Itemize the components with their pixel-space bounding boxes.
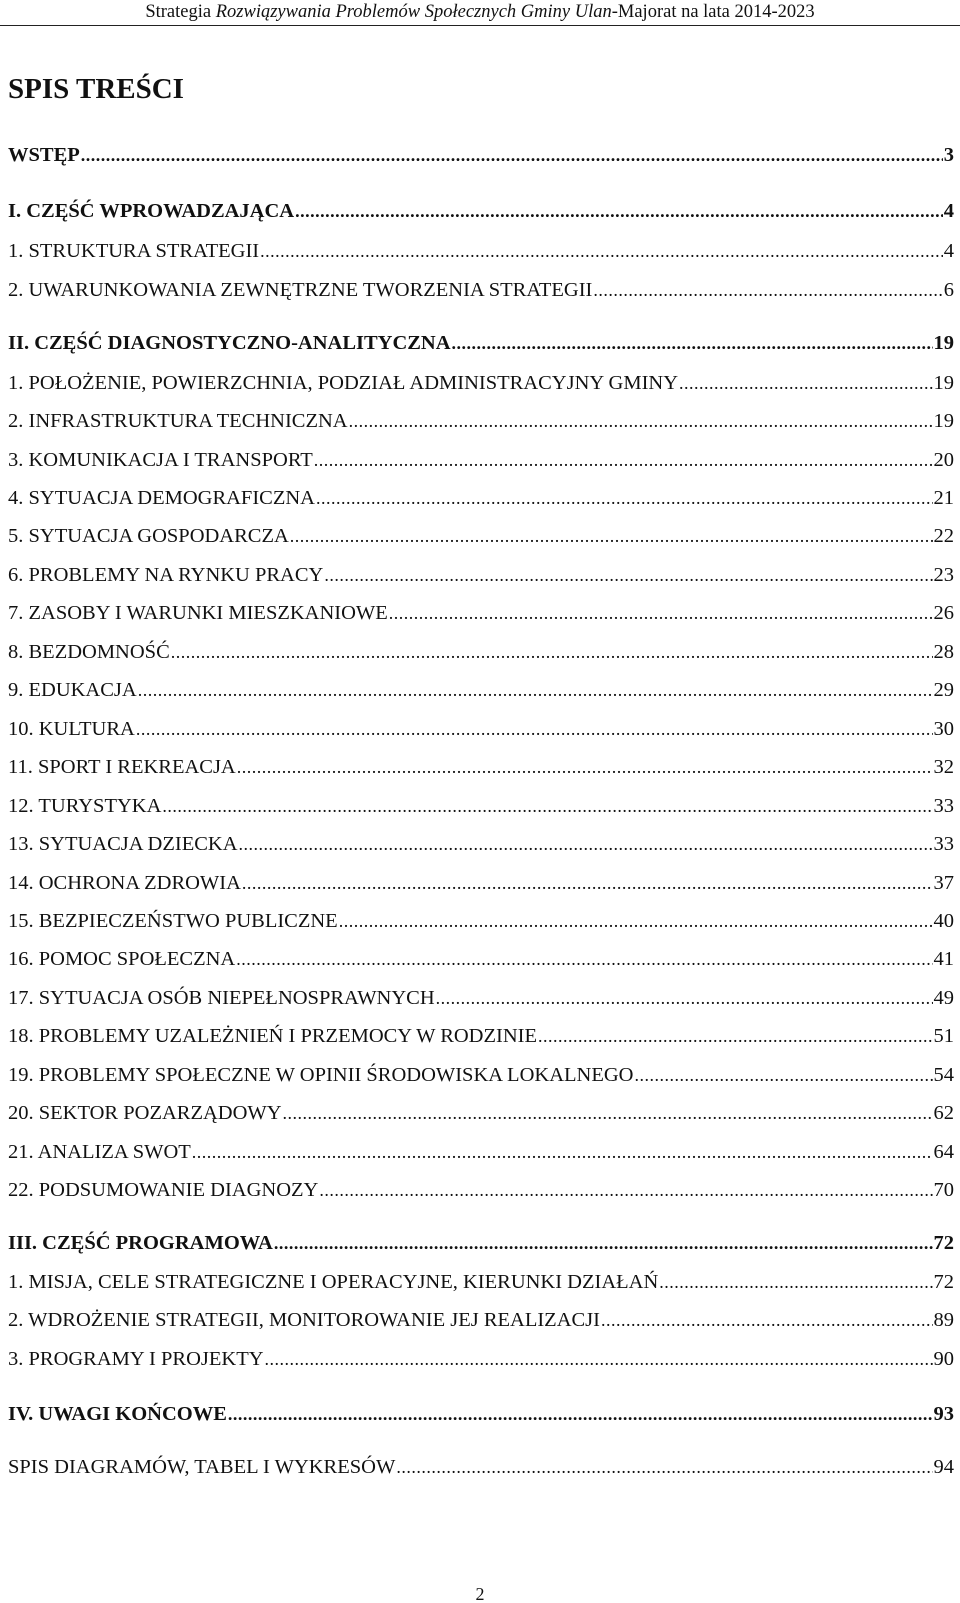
toc-entry[interactable] bbox=[8, 275, 954, 307]
toc-entry-title: 2. INFRASTRUKTURA TECHNICZNA bbox=[8, 410, 348, 432]
toc-leader-dots bbox=[283, 1098, 933, 1128]
header-prefix: Strategia bbox=[145, 2, 216, 22]
toc-entry-page: 64 bbox=[933, 1141, 954, 1163]
toc-leader-dots bbox=[295, 196, 943, 226]
toc-entry-page: 23 bbox=[933, 564, 954, 586]
toc-entry-title: 11. SPORT I REKREACJA bbox=[8, 756, 236, 778]
toc-entry[interactable] bbox=[8, 406, 954, 438]
toc-entry-title: 1. STRUKTURA STRATEGII bbox=[8, 240, 260, 262]
toc-entry-title: 1. POŁOŻENIE, POWIERZCHNIA, PODZIAŁ ADMINISTRACYJNY GMINY bbox=[8, 372, 679, 394]
toc-entry-title: 16. POMOC SPOŁECZNA bbox=[8, 948, 236, 970]
toc-leader-dots bbox=[228, 1399, 933, 1429]
toc-entry-title: I. CZĘŚĆ WPROWADZAJĄCA bbox=[8, 200, 295, 222]
toc-leader-dots bbox=[138, 675, 933, 705]
toc-entry[interactable] bbox=[8, 1267, 954, 1299]
toc-leader-dots bbox=[593, 275, 942, 305]
toc-entry-title: 8. BEZDOMNOŚĆ bbox=[8, 641, 170, 663]
toc-entry-page: 4 bbox=[943, 200, 954, 222]
toc-entry-title: 19. PROBLEMY SPOŁECZNE W OPINII ŚRODOWISKA LOKALNEGO bbox=[8, 1064, 634, 1086]
toc-entry-page: 3 bbox=[943, 144, 954, 166]
toc-leader-dots bbox=[538, 1021, 933, 1051]
toc-entry-page: 33 bbox=[933, 795, 954, 817]
toc-entry-page: 72 bbox=[933, 1271, 954, 1293]
running-header bbox=[0, 0, 960, 26]
toc-leader-dots bbox=[265, 1344, 933, 1374]
toc-entry-title: 5. SYTUACJA GOSPODARCZA bbox=[8, 525, 289, 547]
toc-entry[interactable] bbox=[8, 868, 954, 900]
toc-entry-page: 51 bbox=[933, 1025, 954, 1047]
toc-entry-page: 62 bbox=[933, 1102, 954, 1124]
page-number: 2 bbox=[475, 1584, 485, 1603]
toc-entry-page: 41 bbox=[933, 948, 954, 970]
toc-entry-title: 2. WDROŻENIE STRATEGII, MONITOROWANIE JEJ REALIZACJI bbox=[8, 1309, 600, 1331]
toc-entry[interactable] bbox=[8, 196, 954, 228]
toc-entry[interactable] bbox=[8, 829, 954, 861]
toc-leader-dots bbox=[274, 1228, 933, 1258]
toc-entry-page: 93 bbox=[933, 1403, 954, 1425]
toc-entry-page: 20 bbox=[933, 449, 954, 471]
toc-leader-dots bbox=[81, 140, 943, 170]
toc-entry[interactable] bbox=[8, 1098, 954, 1130]
toc-leader-dots bbox=[324, 560, 932, 590]
toc-entry-title: 12. TURYSTYKA bbox=[8, 795, 162, 817]
toc-entry-page: 49 bbox=[933, 987, 954, 1009]
toc-entry-title: 21. ANALIZA SWOT bbox=[8, 1141, 191, 1163]
toc-leader-dots bbox=[136, 714, 933, 744]
header-italic: Rozwiązywania Problemów Społecznych Gminy Ulan bbox=[215, 2, 612, 22]
toc-entry[interactable] bbox=[8, 560, 954, 592]
toc-entry-title: WSTĘP bbox=[8, 144, 80, 166]
toc-entry[interactable] bbox=[8, 1137, 954, 1169]
toc-entry-title: 6. PROBLEMY NA RYNKU PRACY bbox=[8, 564, 324, 586]
toc-entry[interactable] bbox=[8, 483, 954, 515]
toc-leader-dots bbox=[242, 868, 933, 898]
toc-entry-title: 15. BEZPIECZEŃSTWO PUBLICZNE bbox=[8, 910, 338, 932]
toc-entry[interactable] bbox=[8, 236, 954, 268]
toc-leader-dots bbox=[389, 598, 933, 628]
toc-entry-page: 19 bbox=[933, 410, 954, 432]
toc-leader-dots bbox=[659, 1267, 932, 1297]
toc-leader-dots bbox=[601, 1305, 933, 1335]
toc-entry-page: 32 bbox=[933, 756, 954, 778]
toc-entry-title: 18. PROBLEMY UZALEŻNIEŃ I PRZEMOCY W RODZINIE bbox=[8, 1025, 537, 1047]
toc-leader-dots bbox=[162, 791, 932, 821]
toc-entry[interactable] bbox=[8, 752, 954, 784]
toc-entry[interactable] bbox=[8, 944, 954, 976]
header-suffix: -Majorat na lata 2014-2023 bbox=[611, 2, 815, 22]
toc-entry-title: III. CZĘŚĆ PROGRAMOWA bbox=[8, 1232, 273, 1254]
toc-entry-page: 19 bbox=[933, 332, 954, 354]
toc-entry-title: 3. KOMUNIKACJA I TRANSPORT bbox=[8, 449, 313, 471]
toc-leader-dots bbox=[396, 1452, 932, 1482]
toc-entry-title: 4. SYTUACJA DEMOGRAFICZNA bbox=[8, 487, 315, 509]
toc-entry[interactable] bbox=[8, 598, 954, 630]
toc-entry[interactable] bbox=[8, 1344, 954, 1376]
toc-entry-page: 40 bbox=[933, 910, 954, 932]
toc-leader-dots bbox=[452, 328, 933, 358]
toc-leader-dots bbox=[239, 829, 933, 859]
toc-entry-page: 33 bbox=[933, 833, 954, 855]
toc-leader-dots bbox=[192, 1137, 933, 1167]
toc-entry-page: 30 bbox=[933, 718, 954, 740]
toc-title: SPIS TREŚCI bbox=[8, 73, 184, 105]
toc-entry[interactable] bbox=[8, 140, 954, 172]
toc-leader-dots bbox=[171, 637, 933, 667]
toc-entry[interactable] bbox=[8, 1060, 954, 1092]
toc-entry-page: 28 bbox=[933, 641, 954, 663]
toc-entry-page: 54 bbox=[933, 1064, 954, 1086]
toc-entry-title: 22. PODSUMOWANIE DIAGNOZY bbox=[8, 1179, 319, 1201]
toc-entry-title: 17. SYTUACJA OSÓB NIEPEŁNOSPRAWNYCH bbox=[8, 987, 435, 1009]
toc-entry-title: 1. MISJA, CELE STRATEGICZNE I OPERACYJNE, KIERUNKI DZIAŁAŃ bbox=[8, 1271, 659, 1293]
toc-entry[interactable] bbox=[8, 1175, 954, 1207]
toc-entry[interactable] bbox=[8, 791, 954, 823]
toc-entry-page: 94 bbox=[933, 1456, 954, 1478]
toc-entry-title: IV. UWAGI KOŃCOWE bbox=[8, 1403, 227, 1425]
toc-leader-dots bbox=[634, 1060, 932, 1090]
toc-entry[interactable] bbox=[8, 445, 954, 477]
toc-entry-page: 29 bbox=[933, 679, 954, 701]
toc-entry-page: 90 bbox=[933, 1348, 954, 1370]
toc-entry-title: 2. UWARUNKOWANIA ZEWNĘTRZNE TWORZENIA STRATEGII bbox=[8, 279, 593, 301]
toc-entry[interactable] bbox=[8, 1452, 954, 1484]
toc-entry-title: II. CZĘŚĆ DIAGNOSTYCZNO-ANALITYCZNA bbox=[8, 332, 451, 354]
toc-entry-page: 37 bbox=[933, 872, 954, 894]
toc-entry[interactable] bbox=[8, 906, 954, 938]
toc-leader-dots bbox=[436, 983, 933, 1013]
toc-leader-dots bbox=[319, 1175, 932, 1205]
toc-leader-dots bbox=[260, 236, 943, 266]
toc-entry-page: 4 bbox=[943, 240, 954, 262]
toc-entry-title: 13. SYTUACJA DZIECKA bbox=[8, 833, 238, 855]
toc-entry[interactable] bbox=[8, 1399, 954, 1431]
toc-entry[interactable] bbox=[8, 983, 954, 1015]
toc-entry[interactable] bbox=[8, 521, 954, 553]
toc-entry-page: 21 bbox=[933, 487, 954, 509]
toc-entry-title: 7. ZASOBY I WARUNKI MIESZKANIOWE bbox=[8, 602, 388, 624]
toc-entry-page: 22 bbox=[933, 525, 954, 547]
toc-entry-title: 20. SEKTOR POZARZĄDOWY bbox=[8, 1102, 282, 1124]
toc-entry[interactable] bbox=[8, 368, 954, 400]
toc-entry-title: 14. OCHRONA ZDROWIA bbox=[8, 872, 241, 894]
toc-leader-dots bbox=[236, 944, 932, 974]
toc-entry-title: SPIS DIAGRAMÓW, TABEL I WYKRESÓW bbox=[8, 1456, 396, 1478]
toc-leader-dots bbox=[237, 752, 933, 782]
toc-leader-dots bbox=[290, 521, 933, 551]
toc-leader-dots bbox=[316, 483, 933, 513]
toc-entry-page: 26 bbox=[933, 602, 954, 624]
toc-entry[interactable] bbox=[8, 1021, 954, 1053]
toc-entry-page: 72 bbox=[933, 1232, 954, 1254]
toc-entry-title: 9. EDUKACJA bbox=[8, 679, 137, 701]
toc-entry-page: 89 bbox=[933, 1309, 954, 1331]
toc-entry[interactable] bbox=[8, 714, 954, 746]
toc-entry-page: 6 bbox=[943, 279, 954, 301]
toc-entry-title: 3. PROGRAMY I PROJEKTY bbox=[8, 1348, 264, 1370]
toc-leader-dots bbox=[314, 445, 933, 475]
toc-entry-title: 10. KULTURA bbox=[8, 718, 135, 740]
toc-entry[interactable] bbox=[8, 637, 954, 669]
toc-entry[interactable] bbox=[8, 675, 954, 707]
toc-leader-dots bbox=[679, 368, 932, 398]
toc-entry-page: 70 bbox=[933, 1179, 954, 1201]
toc-leader-dots bbox=[339, 906, 933, 936]
toc-entry[interactable] bbox=[8, 328, 954, 360]
toc-entry-page: 19 bbox=[933, 372, 954, 394]
toc-leader-dots bbox=[349, 406, 933, 436]
toc-entry[interactable] bbox=[8, 1228, 954, 1260]
toc-entry[interactable] bbox=[8, 1305, 954, 1337]
